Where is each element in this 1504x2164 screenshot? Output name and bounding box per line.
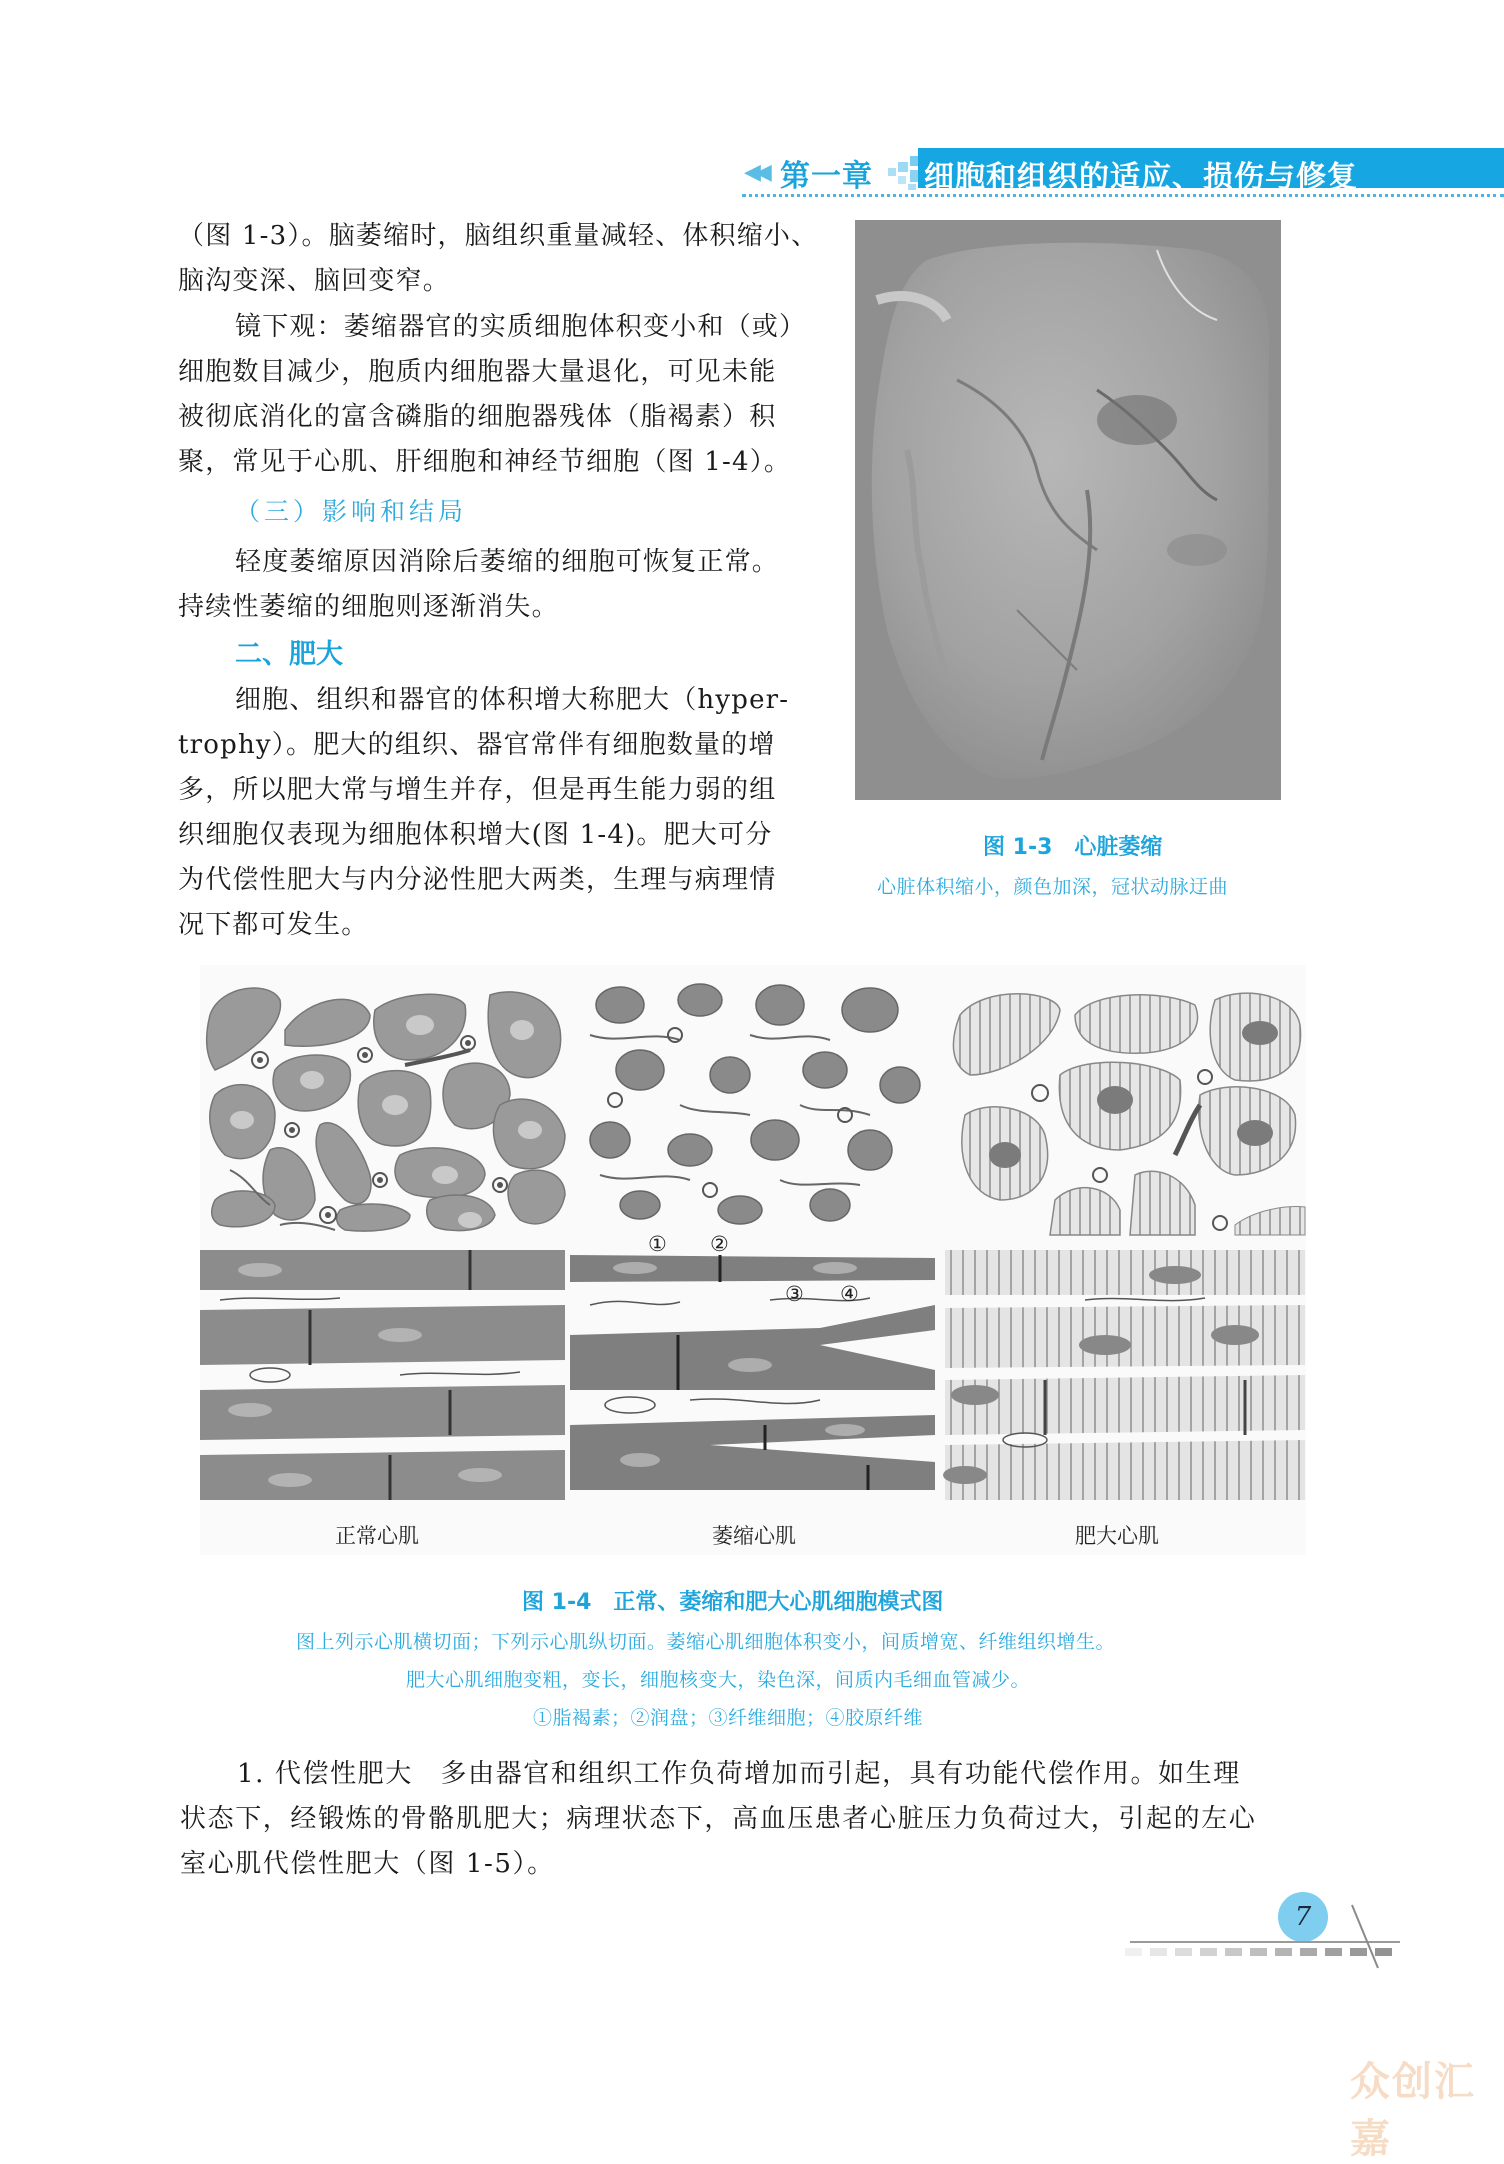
chapter-label: 第一章 bbox=[780, 159, 873, 194]
label-hypertrophic-myocardium: 肥大心肌 bbox=[1075, 1524, 1159, 1548]
normal-myocardium-longitudinal bbox=[200, 1250, 565, 1505]
marker-collagen-fiber: ④ bbox=[840, 1282, 859, 1306]
hypertrophic-myocardium-longitudinal bbox=[945, 1250, 1305, 1505]
atrophic-myocardium-longitudinal bbox=[570, 1250, 935, 1505]
atrophic-longitudinal-panel bbox=[570, 1232, 935, 1505]
paragraph-microscopic bbox=[178, 305, 806, 485]
text-line: 脑沟变深、脑回变窄。 bbox=[178, 266, 451, 296]
running-header bbox=[740, 148, 1504, 195]
text-line: 多，所以肥大常与增生并存，但是再生能力弱的组 bbox=[178, 775, 777, 805]
text-line: 细胞、组织和器官的体积增大称肥大（hyper- bbox=[235, 685, 790, 715]
heart-specimen-image bbox=[867, 230, 1275, 790]
marker-intercalated-disc: ② bbox=[710, 1232, 729, 1256]
subheading-effects-outcome: （三）影响和结局 bbox=[235, 497, 468, 526]
header-dotted-divider bbox=[742, 194, 1504, 197]
paragraph-hypertrophy bbox=[178, 678, 789, 948]
figure-1-4-caption-line-3: ①脂褐素；②润盘；③纤维细胞；④胶原纤维 bbox=[533, 1707, 924, 1729]
marker-lipofuscin: ① bbox=[648, 1232, 667, 1256]
text-line: 聚，常见于心肌、肝细胞和神经节细胞（图 1-4）。 bbox=[178, 447, 792, 477]
text-line: 被彻底消化的富含磷脂的细胞器残体（脂褐素）积 bbox=[178, 402, 777, 432]
figure-1-4-caption-line-2: 肥大心肌细胞变粗，变长，细胞核变大，染色深，间质内毛细血管减少。 bbox=[406, 1669, 1031, 1691]
page-number: 7 bbox=[1294, 1902, 1312, 1932]
paragraph-outcome bbox=[178, 540, 779, 630]
text-line: 轻度萎缩原因消除后萎缩的细胞可恢复正常。 bbox=[235, 547, 780, 577]
label-normal-myocardium: 正常心肌 bbox=[335, 1524, 419, 1548]
text-line: 织细胞仅表现为细胞体积增大(图 1-4)。肥大可分 bbox=[178, 820, 773, 850]
watermark: 众创汇嘉 bbox=[1350, 2059, 1476, 2162]
text-line: 室心肌代偿性肥大（图 1-5）。 bbox=[180, 1849, 555, 1879]
double-chevron-left-icon: ◀◀ bbox=[744, 160, 766, 185]
normal-cross-section-panel bbox=[200, 975, 570, 1235]
figure-1-4-myocardium-diagram bbox=[200, 965, 1306, 1555]
hypertrophic-longitudinal-panel bbox=[945, 1250, 1305, 1505]
chapter-title: 细胞和组织的适应、损伤与修复 bbox=[924, 160, 1358, 195]
section-heading-hypertrophy: 二、肥大 bbox=[235, 639, 343, 670]
heart-atrophy-photo bbox=[855, 220, 1281, 800]
figure-1-4-title: 图 1-4 正常、萎缩和肥大心肌细胞模式图 bbox=[522, 1590, 944, 1615]
atrophic-cross-section-panel bbox=[580, 975, 935, 1235]
text-line: 细胞数目减少，胞质内细胞器大量退化，可见未能 bbox=[178, 357, 777, 387]
hypertrophic-myocardium-cross-section bbox=[945, 975, 1305, 1235]
footer-decoration bbox=[1100, 1890, 1400, 1970]
text-line: （图 1-3）。脑萎缩时，脑组织重量减轻、体积缩小、 bbox=[178, 221, 819, 251]
text-line: trophy）。肥大的组织、器官常伴有细胞数量的增 bbox=[178, 730, 776, 760]
normal-longitudinal-panel bbox=[200, 1250, 565, 1505]
figure-1-3-title: 图 1-3 心脏萎缩 bbox=[983, 835, 1163, 860]
text-line: 况下都可发生。 bbox=[178, 910, 369, 940]
marker-fibroblast: ③ bbox=[785, 1282, 804, 1306]
text-line: 1. 代偿性肥大 多由器官和组织工作负荷增加而引起，具有功能代偿作用。如生理 bbox=[237, 1759, 1241, 1789]
hypertrophic-cross-section-panel bbox=[945, 975, 1305, 1235]
text-line: 持续性萎缩的细胞则逐渐消失。 bbox=[178, 592, 559, 622]
text-line: 状态下，经锻炼的骨骼肌肥大；病理状态下，高血压患者心脏压力负荷过大，引起的左心 bbox=[180, 1804, 1257, 1834]
figure-1-4-caption-line-1: 图上列示心肌横切面；下列示心肌纵切面。萎缩心肌细胞体积变小，间质增宽、纤维组织增生。 bbox=[296, 1631, 1116, 1653]
atrophic-myocardium-cross-section bbox=[580, 975, 935, 1235]
paragraph-compensatory-hypertrophy bbox=[180, 1752, 1256, 1887]
text-line: 镜下观：萎缩器官的实质细胞体积变小和（或） bbox=[235, 312, 807, 342]
normal-myocardium-cross-section bbox=[200, 975, 570, 1235]
paragraph-brain-atrophy bbox=[178, 214, 818, 304]
text-line: 为代偿性肥大与内分泌性肥大两类，生理与病理情 bbox=[178, 865, 777, 895]
figure-1-3-caption: 心脏体积缩小，颜色加深，冠状动脉迂曲 bbox=[877, 876, 1229, 898]
label-atrophic-myocardium: 萎缩心肌 bbox=[712, 1524, 796, 1548]
